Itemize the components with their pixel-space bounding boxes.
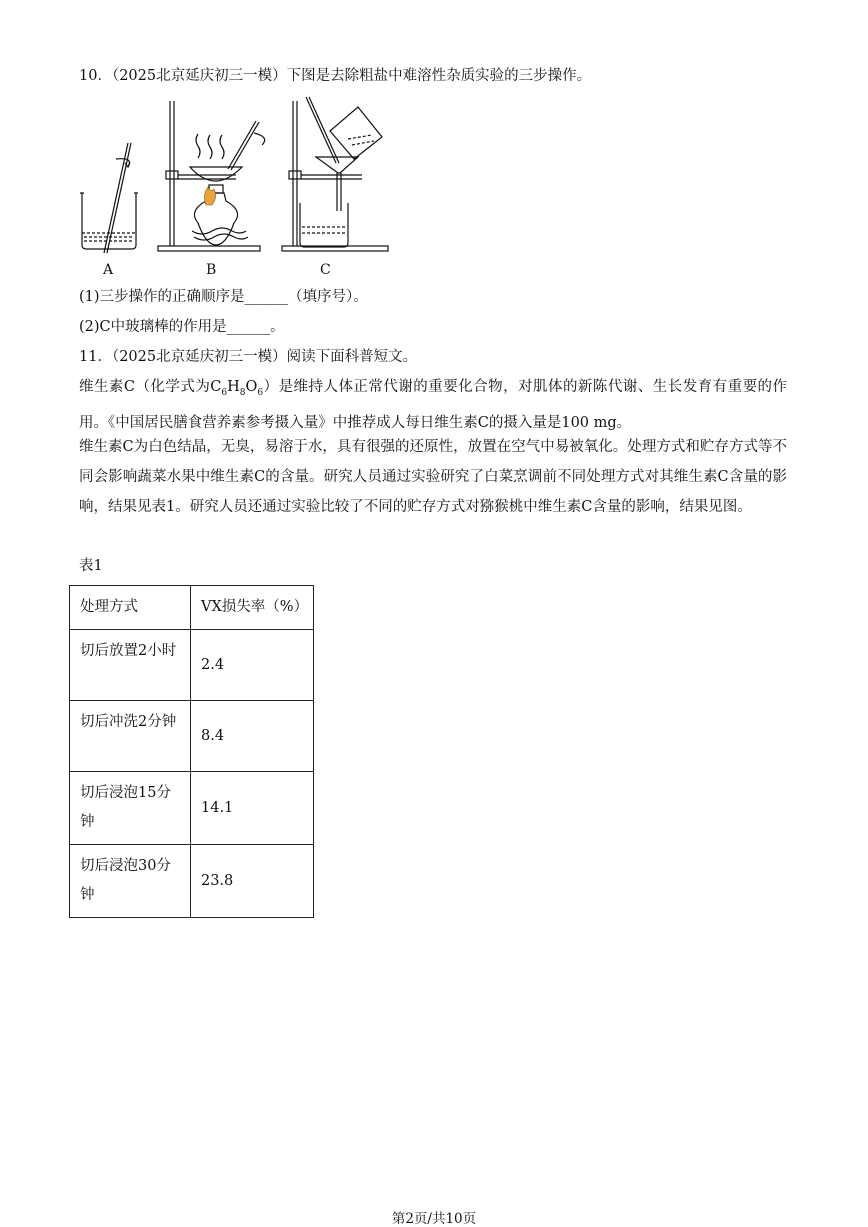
question-11-title: 11．（2025北京延庆初三一模）阅读下面科普短文。 (79, 349, 418, 365)
table-cell: 切后冲洗2分钟 (70, 701, 191, 772)
question-10-part-2: (2)C中玻璃棒的作用是______。 (79, 319, 285, 335)
beaker-stirring-figure (80, 143, 138, 253)
table-header: 处理方式 (70, 586, 191, 630)
question-10-part-1: (1)三步操作的正确顺序是______（填序号）。 (79, 289, 368, 305)
table-caption: 表1 (79, 558, 103, 574)
table-row (70, 630, 314, 701)
table-cell: 14.1 (191, 772, 314, 845)
table-header-row (70, 586, 314, 630)
table-cell: 8.4 (191, 701, 314, 772)
paragraph-1: 维生素C（化学式为$C_6H_8O_6$）是维持人体正常代谢的重要化合物，对肌体的新陈代谢、生长发育有重要的作用。《中国居民膳食营养素参考摄入量》中推荐成人每日维生素C的摄入量是100 mg。 (79, 379, 787, 431)
table-header: VX损失率（%） (191, 586, 314, 630)
page-footer: 第2页/共10页 (391, 1211, 477, 1227)
table-cell: 切后浸泡30分钟 (70, 845, 191, 918)
table-cell: 23.8 (191, 845, 314, 918)
filtration-figure (282, 97, 388, 251)
paragraph-2: 维生素C为白色结晶，无臭，易溶于水，具有很强的还原性，放置在空气中易被氧化。处理方式和贮存方式等不同会影响蔬菜水果中维生素C的含量。研究人员通过实验研究了白菜烹调前不同处理方式对其维生素C含量的影响，结果见表1。研究人员还通过实验比较了不同的贮存方式对猕猴桃中维生素C含量的影响，结果见图。 (79, 439, 787, 515)
experiment-figure (78, 93, 398, 278)
figure-label-b: B (206, 262, 217, 278)
vitamin-c-loss-table (69, 585, 314, 918)
evaporation-figure (158, 101, 265, 251)
figure-label-a: A (103, 262, 114, 278)
table-cell: 2.4 (191, 630, 314, 701)
question-10-title: 10．（2025北京延庆初三一模）下图是去除粗盐中难溶性杂质实验的三步操作。 (79, 68, 592, 84)
figure-label-c: C (320, 262, 331, 278)
table-row (70, 701, 314, 772)
table-row (70, 845, 314, 918)
table-row (70, 772, 314, 845)
table-cell: 切后放置2小时 (70, 630, 191, 701)
table-cell: 切后浸泡15分钟 (70, 772, 191, 845)
